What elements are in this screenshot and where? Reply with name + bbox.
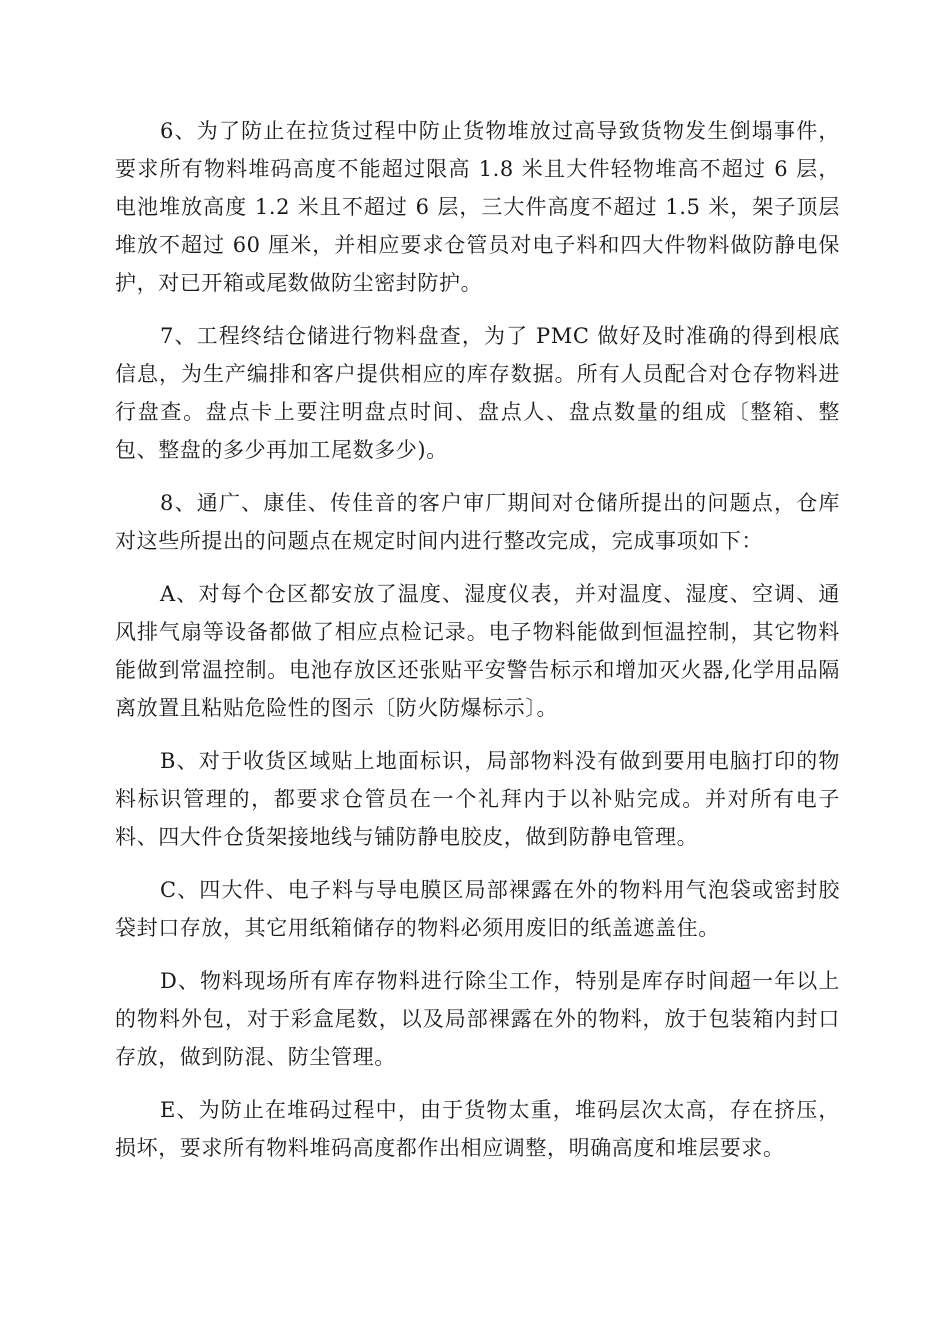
paragraph-a-temperature-humidity: A、对每个仓区都安放了温度、湿度仪表，并对温度、湿度、空调、通风排气扇等设备都做了相应点检记录。电子物料能做到恒温控制，其它物料能做到常温控制。电池存放区还张贴平安警告标示和增加灭火器,化学用品隔离放置且粘贴危险性的图示〔防火防爆标示〕。 — [115, 582, 840, 720]
paragraph-b-area-marking: B、对于收货区域贴上地面标识，局部物料没有做到要用电脑打印的物料标识管理的，都要求仓管员在一个礼拜内于以补贴完成。并对所有电子料、四大件仓货架接地线与铺防静电胶皮，做到防静电管理。 — [115, 749, 840, 849]
paragraph-c-sealed-storage: C、四大件、电子料与导电膜区局部裸露在外的物料用气泡袋或密封胶袋封口存放，其它用纸箱储存的物料必须用废旧的纸盖遮盖住。 — [115, 878, 840, 940]
paragraph-d-dust-removal: D、物料现场所有库存物料进行除尘工作，特别是库存时间超一年以上的物料外包，对于彩盒尾数，以及局部裸露在外的物料，放于包装箱内封口存放，做到防混、防尘管理。 — [115, 969, 840, 1069]
paragraph-e-stacking-adjustment: E、为防止在堆码过程中，由于货物太重，堆码层次太高，存在挤压，损坏，要求所有物料堆码高度都作出相应调整，明确高度和堆层要求。 — [115, 1098, 840, 1160]
paragraph-8-customer-audit: 8、通广、康佳、传佳音的客户审厂期间对仓储所提出的问题点，仓库对这些所提出的问题点在规定时间内进行整改完成，完成事项如下： — [115, 491, 840, 553]
document-body — [115, 112, 840, 1182]
paragraph-7-inventory-check: 7、工程终结仓储进行物料盘查，为了 PMC 做好及时准确的得到根底信息，为生产编排和客户提供相应的库存数据。所有人员配合对仓存物料进行盘查。盘点卡上要注明盘点时间、盘点人、盘点数量的组成〔整箱、整包、整盘的多少再加工尾数多少)。 — [115, 324, 840, 462]
paragraph-6-stacking-height: 6、为了防止在拉货过程中防止货物堆放过高导致货物发生倒塌事件，要求所有物料堆码高度不能超过限高 1.8 米且大件轻物堆高不超过 6 层，电池堆放高度 1.2 米且不超过 6 层，三大件高度不超过 1.5 米，架子顶层堆放不超过 60 厘米，并相应要求仓管员对电子料和四大件物料做防静电保护，对已开箱或尾数做防尘密封防护。 — [115, 119, 840, 295]
